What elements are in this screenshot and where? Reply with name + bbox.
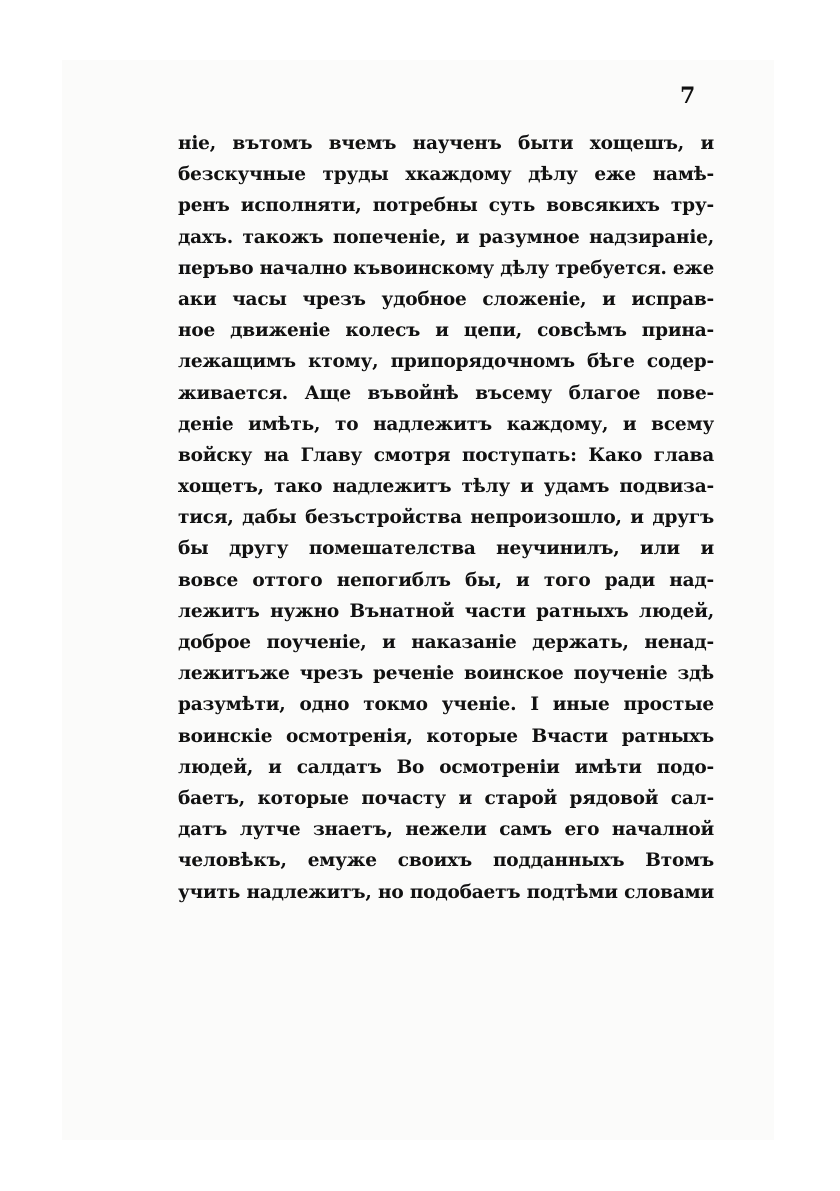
text-line: людей, и салдатъ Во осмотренiи имѣти подо- [178,756,714,778]
text-line: денiе имѣть, то надлежитъ каждому, и всему [178,413,714,435]
text-line: хощетъ, тако надлежитъ тѣлу и удамъ подвиза- [178,476,714,498]
text-line: вовсе оттого непогиблъ бы, и того ради над- [178,569,714,591]
text-line: ное движенiе колесъ и цепи, совсѣмъ прина- [178,320,714,342]
text-line: аки часы чрезъ удобное сложенiе, и исправ- [178,288,714,310]
text-line: человѣкъ, емуже своихъ подданныхъ Втомъ [178,850,714,872]
text-line: тися, дабы безъстройства непроизошло, и другъ [178,507,714,529]
page-number: 7 [680,83,696,109]
text-line: лежитъ нужно Вънатной части ратныхъ людей, [178,600,714,622]
text-line: разумѣти, одно токмо ученiе. I иные простые [178,694,714,716]
text-line: лежащимъ ктому, припорядочномъ бѣге содер- [178,351,714,373]
text-line: баетъ, которые почасту и старой рядовой сал- [178,787,714,809]
text-line: живается. Аще въвойнѣ въсему благое пове- [178,382,714,404]
text-line: перъво начално къвоинскому дѣлу требуется. еже [178,257,714,279]
text-line: бы другу помешателства неучинилъ, или и [178,538,714,560]
text-line: доброе поученiе, и наказанiе держать, ненад- [178,632,714,653]
text-line: учить надлежитъ, но подобаетъ подтѣми словами [178,881,714,903]
text-line: датъ лутче знаетъ, нежели самъ его началной [178,819,714,841]
text-line: безскучные труды хкаждому дѣлу еже намѣ- [178,164,714,186]
text-line: нiе, вътомъ вчемъ наученъ быти хощешъ, и [178,133,714,154]
text-line: дахъ. такожъ попеченiе, и разумное надзиранiе, [178,226,714,248]
text-line: воинскiе осмотренiя, которые Вчасти ратныхъ [178,725,714,747]
text-line: лежитъже чрезъ реченiе воинское поученiе здѣ [178,663,714,685]
text-line: войску на Главу смотря поступать: Како глава [178,444,714,466]
text-line: ренъ исполняти, потребны суть вовсякихъ тру- [178,195,714,217]
body-text [178,128,714,908]
